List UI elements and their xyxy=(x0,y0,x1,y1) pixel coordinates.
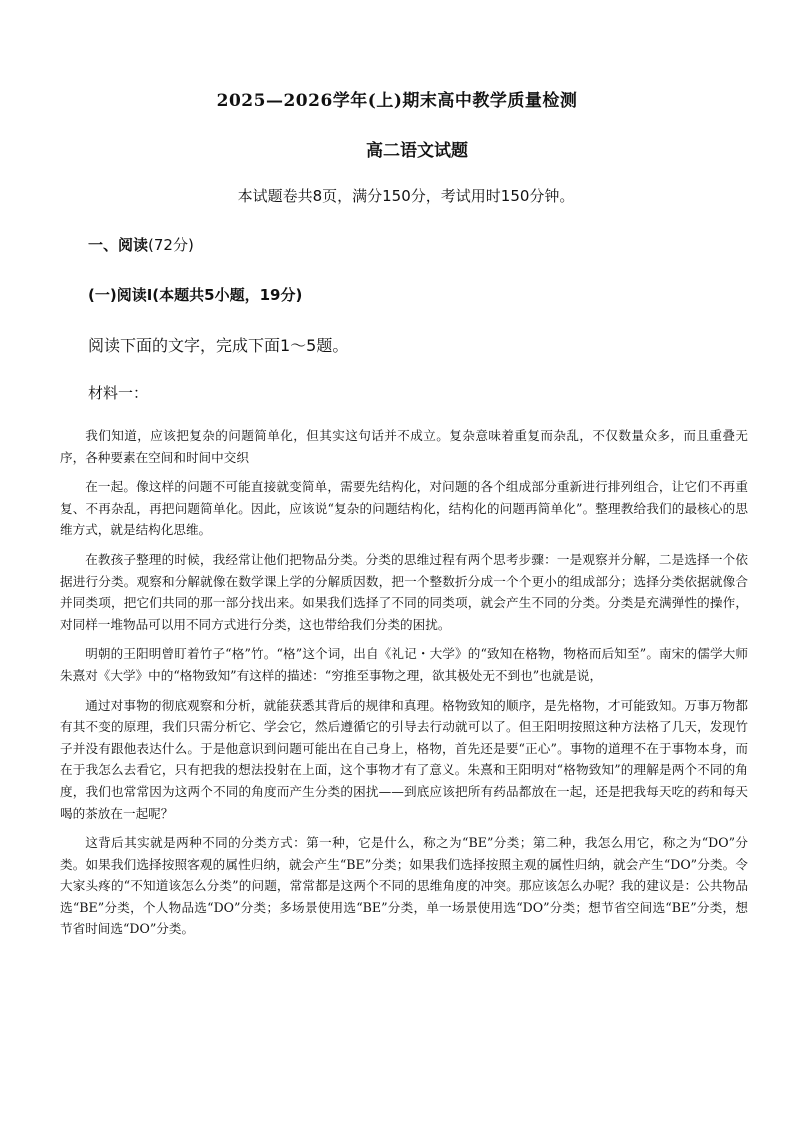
subsection-heading: (一)阅读Ⅰ(本题共5小题，19分) xyxy=(88,286,303,304)
paragraph: 通过对事物的彻底观察和分析，就能获悉其背后的规律和真理。格物致知的顺序，是先格物，才可能致知。万事万物都有其不变的原理，我们只需分析它、学会它，然后遵循它的引导去行动就可以了。但王阳明按照这种方法格了几天，发现竹子并没有跟他表达什么。于是他意识到问题可能出在自己身上，格物，首先还是要“正心”。事物的道理不在于事物本身，而在于我怎么去看它，只有把我的想法投射在上面，这个事物才有了意义。朱熹和王阳明对“格物致知”的理解是两个不同的角度，我们也常常因为这两个不同的角度而产生分类的困扰——到底应该把所有药品都放在一起，还是把我每天吃的药和每天喝的茶放在一起呢？ xyxy=(60,697,748,821)
paragraph: 在一起。像这样的问题不可能直接就变简单，需要先结构化，对问题的各个组成部分重新进行排列组合，让它们不再重复、不再杂乱，再把问题简单化。因此，应该说“复杂的问题结构化，结构化的问题再简单化”。整理教给我们的最核心的思维方式，就是结构化思维。 xyxy=(60,479,748,538)
paragraph: 在教孩子整理的时候，我经常让他们把物品分类。分类的思维过程有两个思考步骤：一是观察并分解，二是选择一个依据进行分类。观察和分解就像在数学课上学的分解质因数，把一个整数折分成一个个更小的组成部分；选择分类依据就像合并同类项，把它们共同的那一部分找出来。如果我们选择了不同的同类项，就会产生不同的分类。分类是充满弹性的操作，对同样一堆物品可以用不同方式进行分类，这也带给我们分类的困扰。 xyxy=(60,551,748,632)
exam-info: 本试题卷共8页，满分150分，考试用时150分钟。 xyxy=(237,187,575,205)
paragraph: 我们知道，应该把复杂的问题简单化，但其实这句话并不成立。复杂意味着重复而杂乱，不仅数量众多，而且重叠无序，各种要素在空间和时间中交织 xyxy=(60,428,748,465)
paragraph: 明朝的王阳明曾盯着竹子“格”竹。“格”这个词，出自《礼记・大学》的“致知在格物，物格而后知至”。南宋的儒学大师朱熹对《大学》中的“格物致知”有这样的描述：“穷推至事物之理，欲其极处无不到也”也就是说， xyxy=(60,646,748,683)
reading-instruction: 阅读下面的文字，完成下面1～5题。 xyxy=(88,336,349,355)
exam-title: 2025—2026学年(上)期末高中教学质量检测 xyxy=(216,91,578,111)
section-heading-label: 一、阅读 xyxy=(88,236,149,254)
material-label: 材料一： xyxy=(88,384,149,402)
material-body xyxy=(60,425,748,948)
paragraph: 这背后其实就是两种不同的分类方式：第一种，它是什么，称之为“BE”分类；第二种，我怎么用它，称之为“DO”分类。如果我们选择按照客观的属性归纳，就会产生“BE”分类；如果我们选择按照主观的属性归纳，就会产生“DO”分类。令大家头疼的“不知道该怎么分类”的问题，常常都是这两个不同的思维角度的冲突。那应该怎么办呢？我的建议是：公共物品选“BE”分类，个人物品选“DO”分类；多场景使用选“BE”分类，单一场景使用选“DO”分类；想节省空间选“BE”分类，想节省时间选“DO”分类。 xyxy=(60,835,748,937)
section-score: (72分) xyxy=(148,236,194,254)
section-heading xyxy=(88,234,194,255)
exam-subtitle: 高二语文试题 xyxy=(366,141,468,161)
